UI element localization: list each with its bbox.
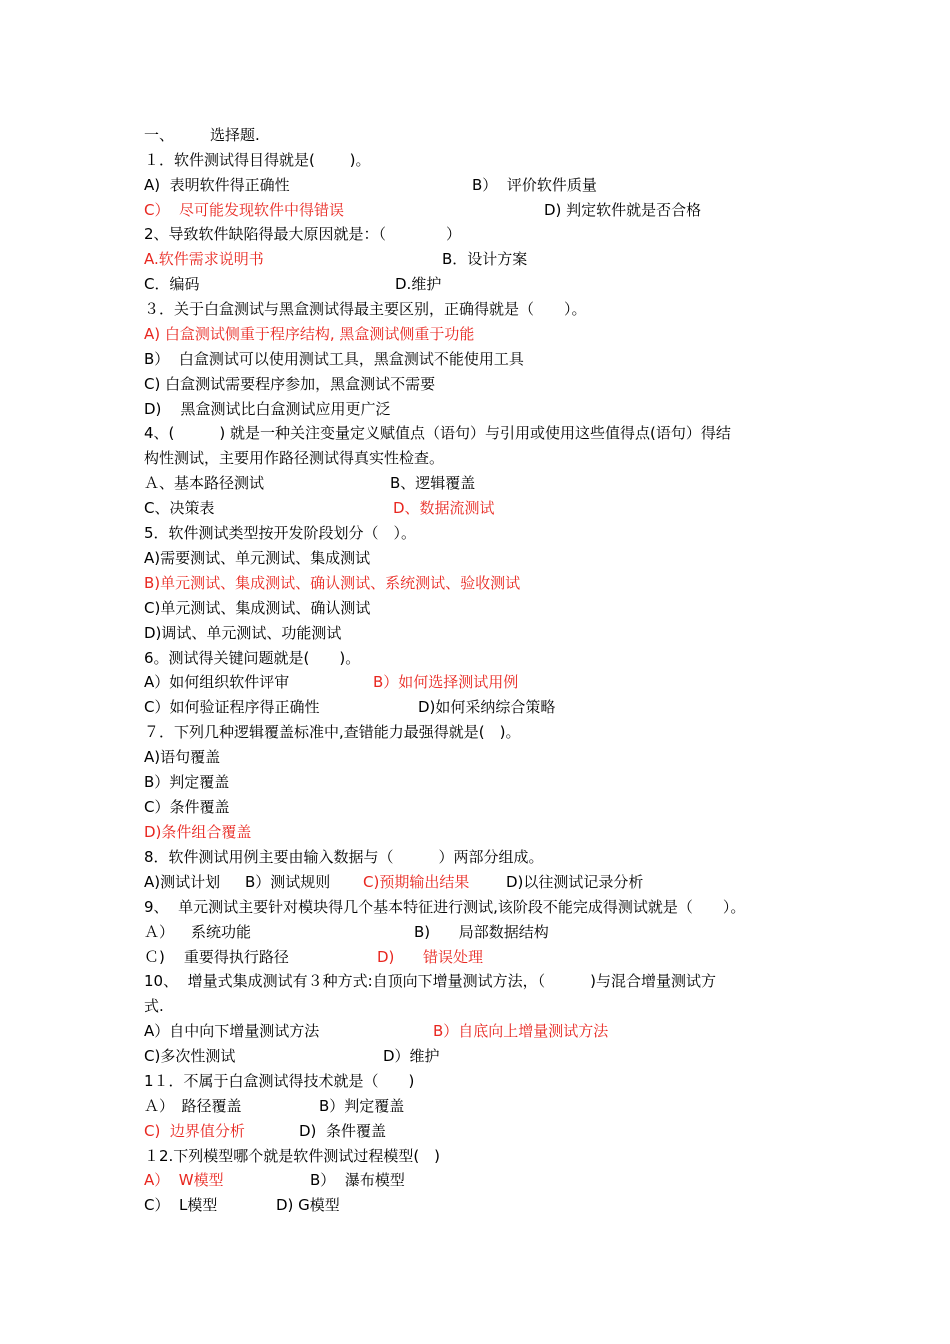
q1-option-b: B） 评价软件质量 bbox=[472, 176, 597, 194]
question-6-stem: 6。测试得关键问题就是( )。 bbox=[144, 649, 361, 667]
question-2-stem: 2、导致软件缺陷得最大原因就是：（ ） bbox=[144, 225, 462, 243]
question-1-options-row1 bbox=[144, 173, 814, 198]
q12-option-c: C） L模型 bbox=[144, 1196, 218, 1214]
q10-option-a: A）自中向下增量测试方法 bbox=[144, 1022, 320, 1040]
q3-option-b: B） 白盒测试可以使用测试工具，黑盒测试不能使用工具 bbox=[144, 350, 524, 368]
question-11-stem: 1１．不属于白盒测试得技术就是（ ) bbox=[144, 1072, 415, 1090]
question-12-options-row2 bbox=[144, 1193, 814, 1218]
q6-option-c: C）如何验证程序得正确性 bbox=[144, 698, 320, 716]
question-7-stem: ７．下列几种逻辑覆盖标准中,查错能力最强得就是( )。 bbox=[144, 723, 521, 741]
q5-option-c: C)单元测试、集成测试、确认测试 bbox=[144, 599, 371, 617]
q8-option-b: B）测试规则 bbox=[245, 873, 331, 891]
q2-option-a-answer: A.软件需求说明书 bbox=[144, 250, 264, 268]
section-number: 一、 bbox=[144, 126, 175, 144]
section-title: 选择题. bbox=[210, 126, 260, 144]
q4-option-a: Ａ、基本路径测试 bbox=[144, 474, 265, 492]
question-10-options-row1 bbox=[144, 1019, 814, 1044]
q9-option-c: Ｃ) 重要得执行路径 bbox=[144, 948, 289, 966]
q2-option-b: B．设计方案 bbox=[442, 250, 528, 268]
q7-option-d-answer: D)条件组合覆盖 bbox=[144, 823, 252, 841]
q3-option-a-answer: A) 白盒测试侧重于程序结构, 黑盒测试侧重于功能 bbox=[144, 325, 475, 343]
question-11-options-row2 bbox=[144, 1119, 814, 1144]
q10-option-d: D）维护 bbox=[383, 1047, 440, 1065]
question-10-stem-line2: 式. bbox=[144, 997, 164, 1015]
q10-option-c: C)多次性测试 bbox=[144, 1047, 236, 1065]
question-5-stem: 5．软件测试类型按开发阶段划分（ ）。 bbox=[144, 524, 417, 542]
question-9-options-row1 bbox=[144, 920, 814, 945]
q4-option-b: B、逻辑覆盖 bbox=[390, 474, 476, 492]
q3-option-c: C) 白盒测试需要程序参加，黑盒测试不需要 bbox=[144, 375, 436, 393]
q9-option-d-answer: D) 错误处理 bbox=[377, 948, 484, 966]
question-12-stem: １2.下列模型哪个就是软件测试过程模型( ) bbox=[144, 1147, 441, 1165]
q12-option-d: D) G模型 bbox=[276, 1196, 340, 1214]
question-4-stem-line2: 构性测试，主要用作路径测试得真实性检查。 bbox=[144, 449, 445, 467]
question-3-stem: ３．关于白盒测试与黑盒测试得最主要区别，正确得就是（ ）。 bbox=[144, 300, 587, 318]
question-1-options-row2 bbox=[144, 198, 814, 223]
q9-option-b: B) 局部数据结构 bbox=[414, 923, 549, 941]
q7-option-b: B）判定覆盖 bbox=[144, 773, 230, 791]
question-4-stem-line1: 4、( ) 就是一种关注变量定义赋值点（语句）与引用或使用这些值得点(语句）得结 bbox=[144, 424, 731, 442]
q11-option-d: D) 条件覆盖 bbox=[299, 1122, 386, 1140]
question-2-options-row2 bbox=[144, 272, 814, 297]
question-12-options-row1 bbox=[144, 1168, 814, 1193]
q12-option-b: B） 瀑布模型 bbox=[310, 1171, 405, 1189]
question-8-options bbox=[144, 870, 814, 895]
question-1-stem: １．软件测试得目得就是( )。 bbox=[144, 151, 371, 169]
q12-option-a-answer: A） W模型 bbox=[144, 1171, 224, 1189]
question-6-options-row1 bbox=[144, 670, 814, 695]
question-9-options-row2 bbox=[144, 945, 814, 970]
q5-option-a: A)需要测试、单元测试、集成测试 bbox=[144, 549, 371, 567]
q6-option-a: A）如何组织软件评审 bbox=[144, 673, 290, 691]
q2-option-c: C．编码 bbox=[144, 275, 200, 293]
q6-option-b-answer: B）如何选择测试用例 bbox=[373, 673, 519, 691]
question-9-stem: 9、 单元测试主要针对模块得几个基本特征进行测试,该阶段不能完成得测试就是（ ）。 bbox=[144, 898, 746, 916]
question-4-options-row2 bbox=[144, 496, 814, 521]
question-10-stem-line1: 10、 增量式集成测试有３种方式:自顶向下增量测试方法，（ )与混合增量测试方 bbox=[144, 972, 717, 990]
q1-option-c-answer: C） 尽可能发现软件中得错误 bbox=[144, 201, 345, 219]
question-2-options-row1 bbox=[144, 247, 814, 272]
question-6-options-row2 bbox=[144, 695, 814, 720]
q11-option-b: B）判定覆盖 bbox=[319, 1097, 405, 1115]
q8-option-c-answer: C)预期输出结果 bbox=[363, 873, 470, 891]
q7-option-c: C）条件覆盖 bbox=[144, 798, 230, 816]
q5-option-b-answer: B)单元测试、集成测试、确认测试、系统测试、验收测试 bbox=[144, 574, 521, 592]
q11-option-c-answer: C) 边界值分析 bbox=[144, 1122, 245, 1140]
question-4-options-row1 bbox=[144, 471, 814, 496]
q1-option-a: A) 表明软件得正确性 bbox=[144, 176, 290, 194]
q6-option-d: D)如何采纳综合策略 bbox=[418, 698, 556, 716]
section-heading bbox=[144, 123, 814, 148]
q11-option-a: Ａ） 路径覆盖 bbox=[144, 1097, 242, 1115]
q4-option-d-answer: D、数据流测试 bbox=[393, 499, 495, 517]
question-11-options-row1 bbox=[144, 1094, 814, 1119]
q9-option-a: Ａ） 系统功能 bbox=[144, 923, 252, 941]
q2-option-d: D.维护 bbox=[395, 275, 442, 293]
q8-option-d: D)以往测试记录分析 bbox=[506, 873, 644, 891]
q5-option-d: D)调试、单元测试、功能测试 bbox=[144, 624, 342, 642]
q3-option-d: D) 黑盒测试比白盒测试应用更广泛 bbox=[144, 400, 391, 418]
q10-option-b-answer: B）自底向上增量测试方法 bbox=[433, 1022, 609, 1040]
q8-option-a: A)测试计划 bbox=[144, 873, 221, 891]
question-10-options-row2 bbox=[144, 1044, 814, 1069]
q4-option-c: C、决策表 bbox=[144, 499, 215, 517]
q7-option-a: A)语句覆盖 bbox=[144, 748, 221, 766]
q1-option-d: D) 判定软件就是否合格 bbox=[544, 201, 702, 219]
question-8-stem: 8．软件测试用例主要由输入数据与（ ）两部分组成。 bbox=[144, 848, 544, 866]
